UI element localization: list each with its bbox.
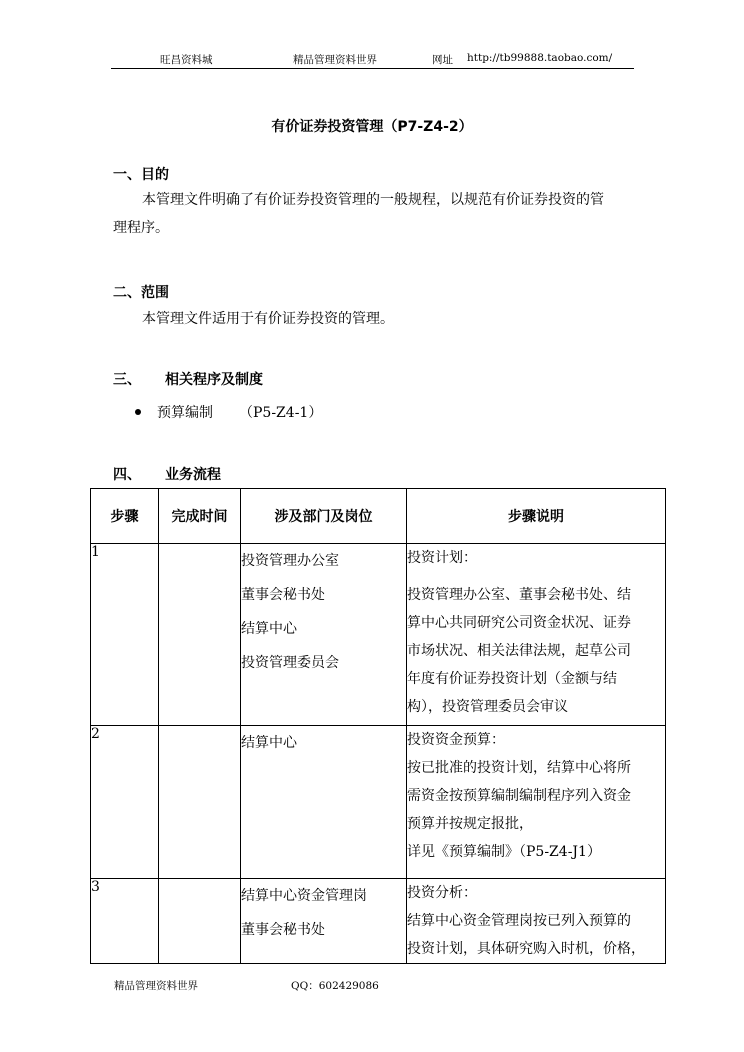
department-name: 结算中心 [241, 735, 297, 751]
description-line: 市场状况、相关法律法规，起草公司 [407, 643, 631, 659]
business-flow-table [90, 488, 666, 964]
column-header-step: 步骤 [91, 489, 159, 544]
document-title: 有价证券投资管理（P7-Z4-2） [271, 119, 473, 135]
section-number: 四、 [113, 467, 141, 483]
department-name: 投资管理办公室 [241, 553, 339, 569]
table-header-row [91, 489, 666, 544]
section-related-heading [113, 369, 263, 389]
description-line: 结算中心资金管理岗按已列入预算的 [407, 913, 631, 929]
header-url-link[interactable]: http://tb99888.taobao.com/ [467, 52, 613, 64]
step-number: 2 [91, 726, 159, 879]
completion-time [159, 726, 241, 879]
description-title: 投资资金预算： [407, 732, 505, 748]
bullet-icon [135, 409, 141, 415]
header-url-label: 网址 [432, 54, 453, 66]
section-number: 二、 [113, 285, 141, 301]
table-row [91, 726, 666, 879]
section-purpose-heading [113, 164, 169, 184]
header-divider [111, 68, 634, 69]
departments-cell [241, 879, 407, 964]
related-procedure-name: 预算编制 [157, 405, 213, 421]
step-description [407, 879, 666, 964]
section-scope-text [113, 305, 638, 333]
departments-cell [241, 726, 407, 879]
completion-time [159, 544, 241, 726]
description-line: 按已批准的投资计划，结算中心将所 [407, 760, 631, 776]
section-scope-heading [113, 282, 169, 302]
related-procedure-item [135, 402, 322, 422]
section-purpose-text [113, 186, 638, 242]
description-line: 详见《预算编制》（P5-Z4-J1） [407, 844, 601, 860]
completion-time [159, 879, 241, 964]
column-header-departments: 涉及部门及岗位 [241, 489, 407, 544]
step-number: 3 [91, 879, 159, 964]
department-name: 董事会秘书处 [241, 587, 325, 603]
description-line: 需资金按预算编制编制程序列入资金 [407, 788, 631, 804]
step-description [407, 544, 666, 726]
description-line: 投资管理办公室、董事会秘书处、结 [407, 587, 631, 603]
description-line: 算中心共同研究公司资金状况、证券 [407, 615, 631, 631]
column-header-description: 步骤说明 [407, 489, 666, 544]
description-title: 投资计划： [407, 550, 477, 566]
section-title: 相关程序及制度 [165, 372, 263, 388]
paragraph-line: 本管理文件明确了有价证券投资管理的一般规程，以规范有价证券投资的管 [142, 192, 604, 208]
table-row [91, 544, 666, 726]
column-header-time: 完成时间 [159, 489, 241, 544]
description-line: 年度有价证券投资计划（金额与结 [407, 671, 617, 687]
section-title: 目的 [141, 167, 169, 183]
description-line: 预算并按规定报批， [407, 816, 533, 832]
section-title: 业务流程 [165, 467, 221, 483]
related-procedure-code: （P5-Z4-1） [239, 405, 323, 421]
description-line: 投资计划，具体研究购入时机，价格， [407, 941, 645, 957]
section-number: 一、 [113, 167, 141, 183]
section-flow-heading [113, 464, 221, 484]
departments-cell [241, 544, 407, 726]
paragraph-line: 理程序。 [113, 220, 169, 236]
description-title: 投资分析： [407, 885, 477, 901]
step-number: 1 [91, 544, 159, 726]
table-row [91, 879, 666, 964]
paragraph-line: 本管理文件适用于有价证券投资的管理。 [142, 311, 394, 327]
department-name: 投资管理委员会 [241, 655, 339, 671]
header-shop-name: 旺昌资料城 [160, 54, 213, 66]
description-line: 构），投资管理委员会审议 [407, 699, 568, 715]
section-number: 三、 [113, 372, 141, 388]
department-name: 董事会秘书处 [241, 922, 325, 938]
footer-site-name: 精品管理资料世界 [114, 980, 198, 992]
section-title: 范围 [141, 285, 169, 301]
step-description [407, 726, 666, 879]
header-site-name: 精品管理资料世界 [293, 54, 377, 66]
department-name: 结算中心 [241, 621, 297, 637]
department-name: 结算中心资金管理岗 [241, 888, 367, 904]
footer-qq: QQ：602429086 [291, 980, 379, 992]
